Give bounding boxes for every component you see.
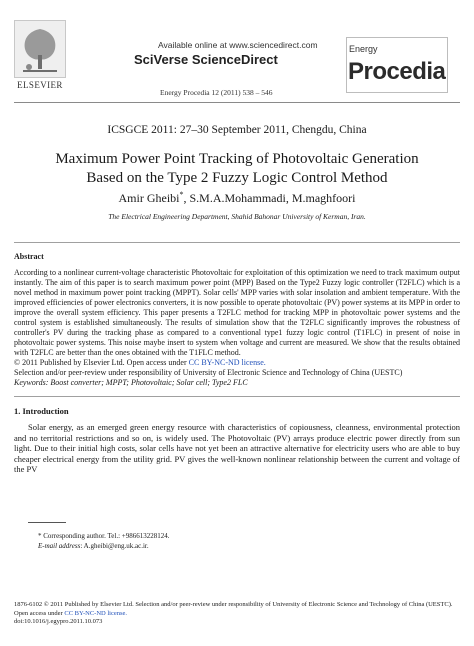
author-mark: *: [179, 190, 184, 199]
introduction-body: [14, 422, 460, 475]
corresponding-author: * Corresponding author. Tel.: +986613228124.: [38, 532, 170, 540]
bottom-license-link[interactable]: CC BY-NC-ND license.: [64, 609, 128, 617]
first-author: Amir Gheibi: [118, 191, 180, 205]
title-line-1: Maximum Power Point Tracking of Photovoltaic Generation: [55, 151, 419, 167]
abstract-top-divider: [14, 242, 460, 243]
copyright-line: [14, 358, 460, 368]
paper-title: [0, 150, 474, 188]
introduction-heading: 1. Introduction: [14, 406, 69, 416]
issn-copyright: 1876-6102 © 2011 Published by Elsevier Ltd. Selection and/or peer-review under responsibility of University of Electronic Science and Technology of China (UESTC).: [14, 601, 453, 608]
footnote-divider: [28, 522, 66, 523]
footnote: [38, 531, 169, 551]
bottom-note: [14, 601, 460, 627]
abstract-heading: Abstract: [14, 252, 44, 261]
journal-name-large: Procedia: [348, 58, 446, 85]
email-line: [38, 541, 169, 551]
journal-name-small: Energy: [349, 44, 378, 54]
bottom-line: [14, 601, 460, 618]
keywords: Keywords: Boost converter; MPPT; Photovoltaic; Solar cell; Type2 FLC: [14, 378, 248, 387]
authors-line: [0, 190, 474, 206]
abstract-bottom-divider: [14, 396, 460, 397]
affiliation: The Electrical Engineering Department, Shahid Bahonar University of Kerman, Iran.: [108, 212, 366, 221]
publication-line: Energy Procedia 12 (2011) 538 – 546: [160, 88, 273, 97]
abstract-body: [14, 268, 460, 388]
title-line-2: Based on the Type 2 Fuzzy Logic Control Method: [86, 170, 388, 186]
email-label: E-mail address: [38, 542, 81, 550]
other-authors: , S.M.A.Mohammadi, M.maghfoori: [183, 191, 356, 205]
selection-note: Selection and/or peer-review under responsibility of University of Electronic Science and Technology of China (UESTC): [14, 368, 403, 377]
email-address: : A.gheibi@eng.uk.ac.ir.: [80, 542, 149, 550]
header-divider: [14, 102, 460, 103]
doi-line: doi:10.1016/j.egypro.2011.10.073: [14, 618, 103, 626]
open-access-text: Open access under: [14, 609, 65, 617]
license-link[interactable]: CC BY-NC-ND license.: [188, 358, 266, 367]
conference-line: ICSGCE 2011: 27–30 September 2011, Chengdu, China: [107, 124, 367, 136]
abstract-text: According to a nonlinear current-voltage characteristic Photovoltaic for exploitation of this optimization we need to track maximum output instantly. The aim of this paper is to search maximum power point (MPP) Based on the Type2 Fuzzy logic controller (T2FLC) which is a novel method in maximum power point tracking (MPPT). Solar cells' MPP varies with solar insolation and ambient temperature. With the improved efficiencies of power electronics converters, it is now possible to operate photovoltaic (PV) power systems at its MPP in order to improve the overall system efficiency. This paper presents a T2FLC method for tracking MPP in photovoltaic power systems and the control system is established simultaneously. The results of simulation show that the T2FLC significantly improves the robustness of controller's PV during the tracking phase as compared to a conventional type1 fuzzy logic control (T1FLC) in present of noise in photovoltaic power systems. This noise maybe insert to system when voltage and current are measured. We show that the results obtained with T2FLC are better than the ones obtained with the T1FLC method.: [14, 268, 460, 357]
publisher-name: ELSEVIER: [17, 80, 63, 90]
introduction-text: Solar energy, as an emerged green energy resource with characteristics of copiousness, cleanness, environmental protection and no territorial restrictions and so on, is widely used. The Photovoltaic (PV) arrays produce electric power directly from sun light. Due to their initial high costs, solar cells have not yet been an attractive alternative for electricity users who are able to buy cheaper electrical energy from the utility grid. PV gives the well-known nonlinear relationship between the current and voltage of the PV: [14, 422, 460, 475]
platform-logo-text: SciVerse ScienceDirect: [134, 52, 278, 67]
elsevier-logo: [14, 20, 66, 78]
copyright-text: © 2011 Published by Elsevier Ltd. Open access under: [14, 358, 189, 367]
tree-icon: [15, 21, 65, 77]
available-online-text: Available online at www.sciencedirect.com: [158, 40, 318, 50]
